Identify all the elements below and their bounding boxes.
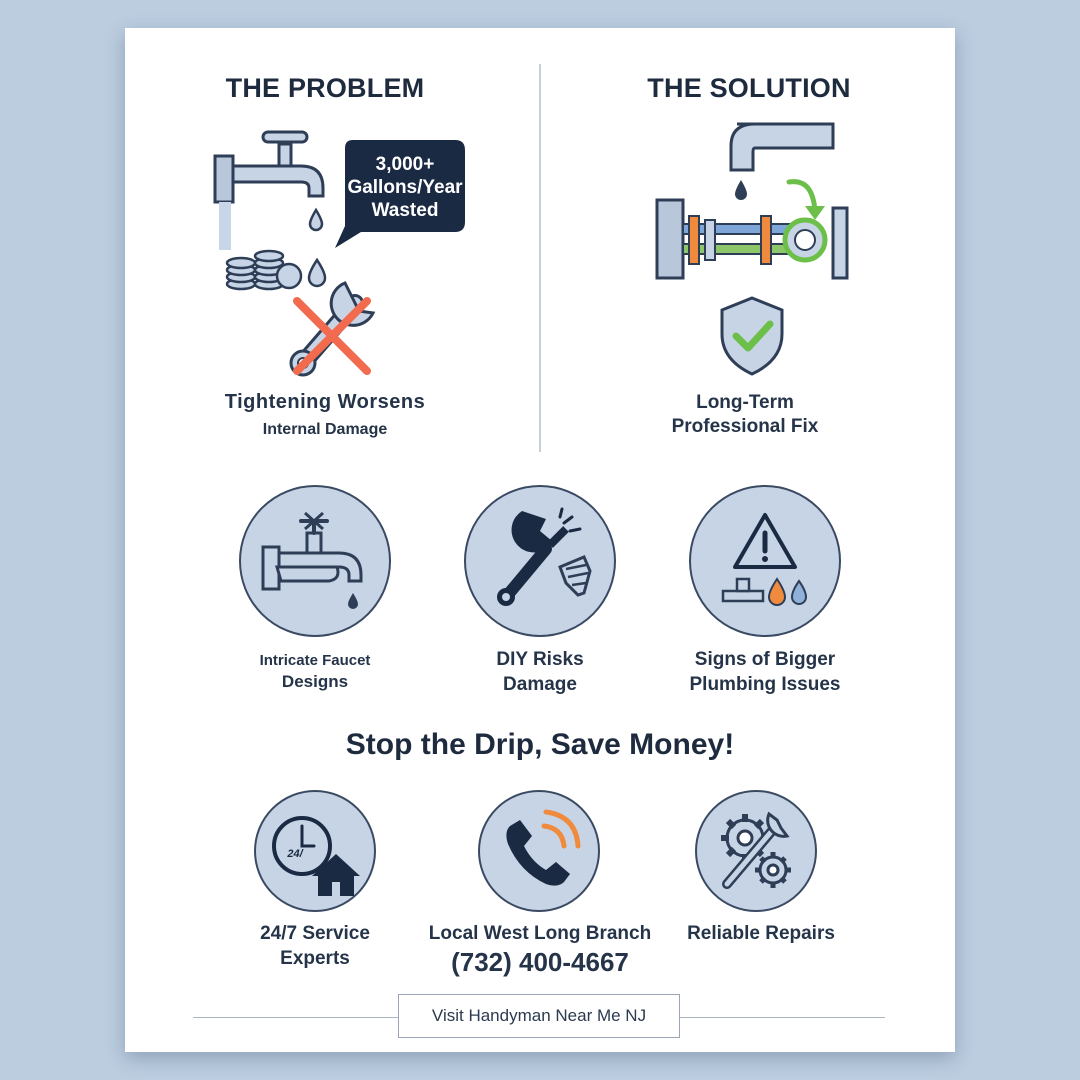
solution-label-line1: Long-Term: [696, 392, 794, 413]
waste-bubble-line2: Gallons/Year: [347, 177, 463, 198]
broken-wrench-icon: [464, 485, 616, 637]
service-1-line1: 24/7 Service: [260, 923, 370, 944]
pipe-repair-icon: [655, 120, 855, 280]
infographic-card: [125, 28, 955, 1052]
crossed-wrench-icon: [283, 273, 383, 381]
issue-1-line2: Designs: [281, 672, 349, 691]
issue-3-line2: Plumbing Issues: [689, 674, 841, 695]
problem-label-line2: Internal Damage: [262, 421, 388, 438]
clock-house-icon: [254, 790, 376, 912]
issue-3-line1: Signs of Bigger: [694, 649, 836, 670]
waste-bubble-line3: Wasted: [371, 200, 439, 221]
solution-label-line2: Professional Fix: [671, 416, 819, 437]
gears-wrench-icon: [695, 790, 817, 912]
issue-2-line1: DIY Risks: [496, 649, 584, 670]
issue-1-line1: Intricate Faucet: [259, 652, 371, 669]
issue-2-line2: Damage: [503, 674, 577, 695]
waste-bubble-line1: 3,000+: [375, 154, 435, 175]
service-3-line1: Reliable Repairs: [687, 923, 835, 944]
visit-site-button[interactable]: Visit Handyman Near Me NJ: [398, 994, 680, 1038]
service-2-phone[interactable]: (732) 400-4667: [451, 947, 629, 977]
faucet-drip-icon: [239, 485, 391, 637]
shield-check-icon: [716, 294, 788, 378]
tagline: Stop the Drip, Save Money!: [345, 728, 735, 761]
waste-bubble: [345, 153, 465, 222]
solution-heading: THE SOLUTION: [647, 73, 851, 103]
warning-leak-icon: [689, 485, 841, 637]
clock-text: 24/: [287, 848, 303, 860]
service-1-line2: Experts: [280, 948, 350, 969]
problem-heading: THE PROBLEM: [225, 73, 425, 103]
footer-rule-left: [193, 1017, 398, 1018]
footer-rule-right: [680, 1017, 885, 1018]
problem-label-line1: Tightening Worsens: [224, 391, 426, 413]
phone-icon: [478, 790, 600, 912]
center-divider: [539, 64, 541, 452]
service-2-line1: Local West Long Branch: [428, 923, 652, 944]
